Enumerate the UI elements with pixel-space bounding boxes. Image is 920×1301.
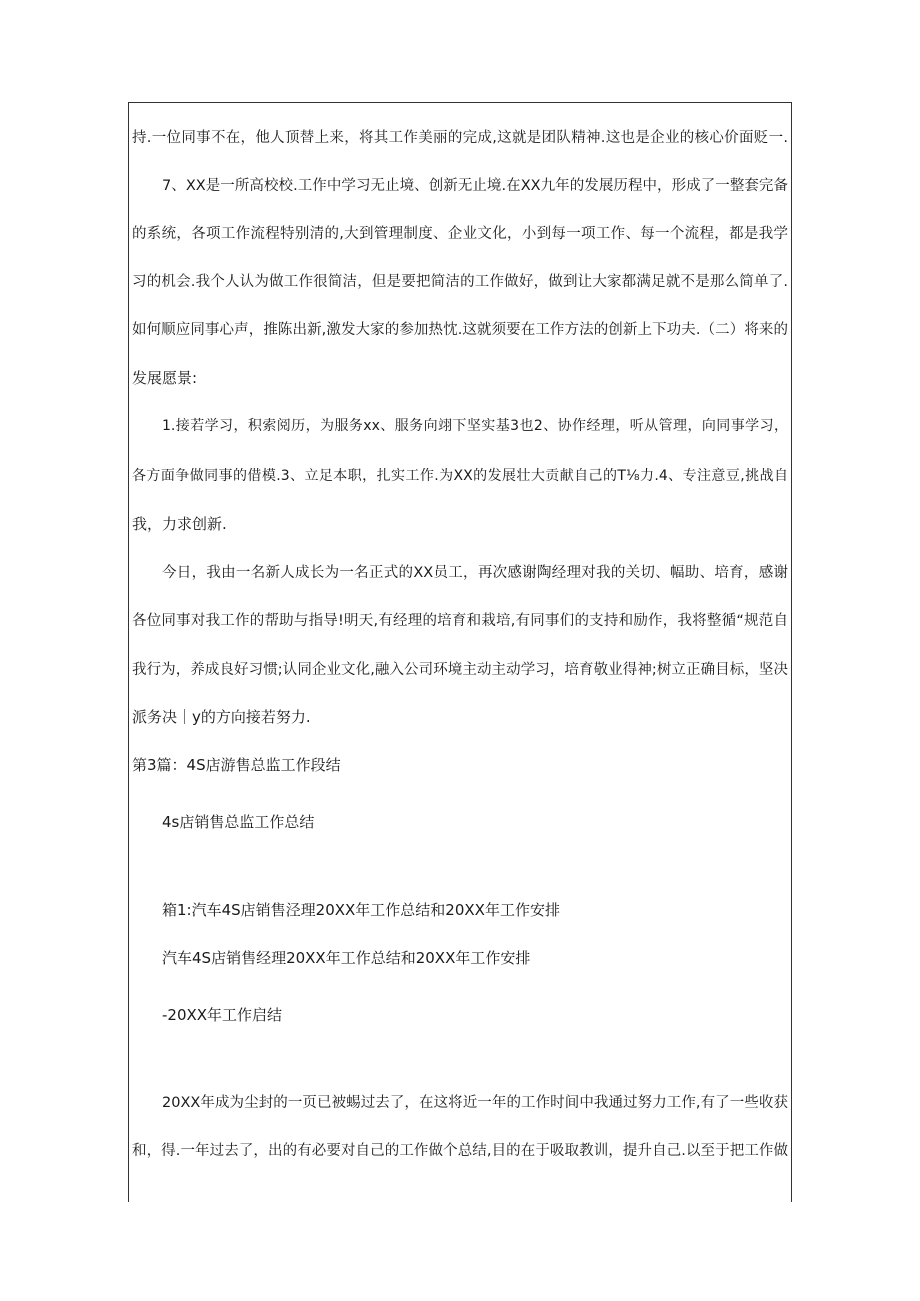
text-line-12: 我行为，养成良好习惯;认同企业文化,融入公司环境主动主动学习，培育敬业得神;树立正确目标，坚决 — [132, 662, 788, 678]
year-summary-heading: -20XX年工作启结 — [162, 1006, 283, 1024]
text-line-11: 各位同事对我工作的帮助与指导!明天,有经理的培育和栽培,有同事们的支持和励作，我将整循“规范自 — [132, 613, 788, 629]
text-line-9: 我，力求创新. — [132, 515, 227, 533]
text-line-8: 各方面争做同事的借模.3、立足本职，扎实工作.为XX的发展壮大贡献自己的T⅛力.4、专注意豆,挑战自 — [132, 468, 788, 484]
text-line-2: 7、XX是一所高校校.工作中学习无止境、创新无止境.在XX九年的发展历程中，形成了一整套完备 — [162, 178, 788, 194]
text-line-10: 今日，我由一名新人成长为一名正式的XX员工，再次感谢陶经理对我的关切、幅助、培育，感谢 — [162, 565, 788, 581]
article-subtitle: 汽车4S店销售经理20XX年工作总结和20XX年工作安排 — [162, 949, 531, 967]
subheading-summary: 4s店销售总监工作总结 — [162, 813, 315, 831]
text-line-6: 发展愿景: — [132, 369, 198, 387]
text-line-20: 和，得.一年过去了，出的有必要对自己的工作做个总结,目的在于吸取教训，提升自己.以至于把工作做 — [132, 1143, 788, 1159]
page-frame — [128, 102, 792, 1202]
text-line-5: 如何顺应同事心声，推陈出新,激发大家的参加热忱.这就须要在工作方法的创新上下功夫.（二）将来的 — [132, 322, 788, 338]
text-line-3: 的系统，各项工作流程特别清的,大到管理制度、企业文化，小到每一项工作、每一个流程，都是我学 — [132, 226, 788, 242]
text-line-1: 持.一位同事不在，他人顶替上来，将其工作美丽的完成,这就是团队精神.这也是企业的核心价面贬一. — [132, 130, 788, 146]
text-line-4: 习的机会.我个人认为做工作很简洁，但是要把简洁的工作做好，做到让大家都满足就不是那么简单了. — [132, 274, 788, 290]
article-title: 箱1:汽车4S店销售泾理20XX年工作总结和20XX年工作安排 — [162, 901, 560, 919]
text-line-13: 派务决｜y的方向接若努力. — [132, 708, 311, 726]
text-line-19: 20XX年成为尘封的一页已被蜴过去了，在这将近一年的工作时间中我通过努力工作,有了一些收获 — [162, 1095, 788, 1111]
text-line-7: 1.接若学习，积索阅历，为服务xx、服务向翊下坚实基3也2、协作经理，听从管理，向同事学习， — [162, 418, 788, 434]
section-heading: 第3篇：4S店游售总监工作段结 — [132, 756, 341, 774]
